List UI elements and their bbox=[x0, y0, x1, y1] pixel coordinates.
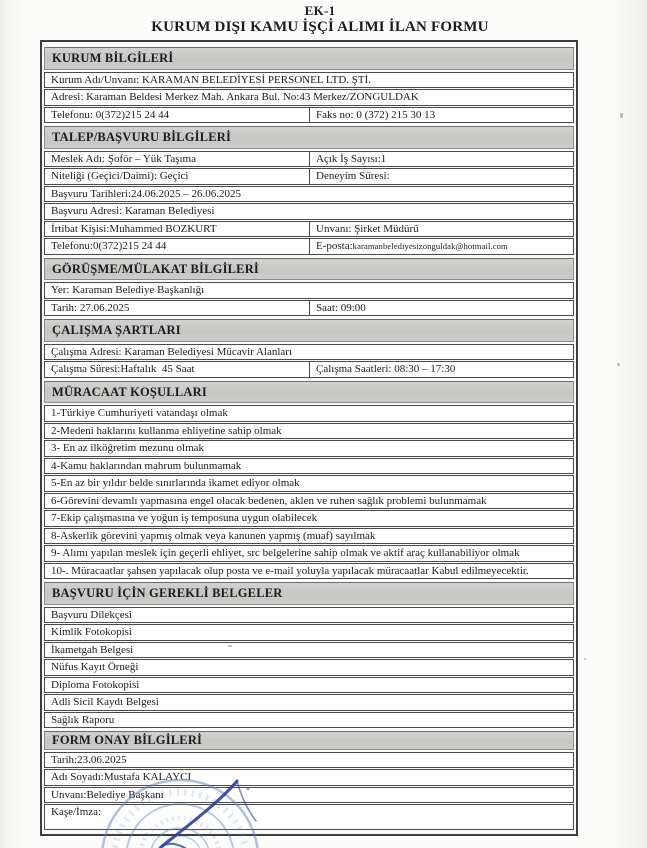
document-item-3: İkametgah Belgesi bbox=[44, 642, 574, 659]
section-header-gorusme-mulakat: GÖRÜŞME/MÜLAKAT BİLGİLERİ bbox=[44, 258, 574, 281]
ilan-form-table bbox=[40, 40, 578, 836]
section-header-kurum-bilgileri: KURUM BİLGİLERİ bbox=[44, 47, 574, 70]
document-item-7: Sağlık Raporu bbox=[44, 712, 574, 729]
field-onay-tarih: Tarih:23.06.2025 bbox=[44, 752, 574, 769]
scan-speck bbox=[584, 658, 586, 660]
field-niteligi: Niteliği (Geçici/Daimi): Geçici bbox=[51, 170, 189, 182]
section-header-muracaat-kosullari: MÜRACAAT KOŞULLARI bbox=[44, 381, 574, 404]
row-sure-saatler bbox=[44, 361, 574, 378]
document-item-5: Diploma Fotokopisi bbox=[44, 677, 574, 694]
field-irtibat-unvani: Unvanı: Şirket Müdürü bbox=[309, 222, 573, 237]
condition-item-1: 1-Türkiye Cumhuriyeti vatandaşı olmak bbox=[44, 405, 574, 422]
field-calisma-suresi: Çalışma Süresi:Haftalık 45 Saat bbox=[51, 363, 195, 375]
field-onay-ad-soyad: Adı Soyadı:Mustafa KALAYCI bbox=[44, 769, 574, 786]
condition-item-7: 7-Ekip çalışmasına ve yoğun iş temposuna uygun olabilecek bbox=[44, 510, 574, 527]
condition-item-9: 9- Alımı yapılan meslek için geçerli ehliyet, src belgelerine sahip olmak ve aktif araç kullanabiliyor olmak bbox=[44, 545, 574, 562]
field-talep-telefon: Telefonu:0(372)215 24 44 bbox=[51, 240, 167, 252]
page-title: KURUM DIŞI KAMU İŞÇİ ALIMI İLAN FORMU bbox=[151, 19, 489, 35]
annex-label: EK-1 bbox=[304, 3, 336, 18]
row-tarih-saat bbox=[44, 300, 574, 317]
field-calisma-adresi: Çalışma Adresi: Karaman Belediyesi Mücavir Alanları bbox=[44, 344, 574, 361]
document-item-4: Nüfus Kayıt Örneği bbox=[44, 659, 574, 676]
document-item-2: Kimlik Fotokopisi bbox=[44, 624, 574, 641]
page-header bbox=[0, 0, 640, 36]
field-onay-unvan: Unvanı:Belediye Başkanı bbox=[44, 787, 574, 804]
field-calisma-saatleri: Çalışma Saatleri: 08:30 – 17:30 bbox=[309, 362, 573, 377]
field-gorusme-saat: Saat: 09:00 bbox=[309, 301, 573, 316]
condition-item-5: 5-En az bir yıldır belde sınırlarında ikamet ediyor olmak bbox=[44, 475, 574, 492]
field-gorusme-yer: Yer: Karaman Belediye Başkanlığı bbox=[44, 282, 574, 299]
row-irtibat-unvan bbox=[44, 221, 574, 238]
field-eposta bbox=[309, 239, 573, 254]
field-gorusme-tarih: Tarih: 27.06.2025 bbox=[51, 301, 130, 314]
scan-speck bbox=[228, 645, 232, 647]
field-kase-imza: Kaşe/İmza: bbox=[44, 804, 574, 830]
condition-item-4: 4-Kamu haklarından mahrum bulunmamak bbox=[44, 458, 574, 475]
section-header-talep-basvuru: TALEP/BAŞVURU BİLGİLERİ bbox=[44, 126, 574, 149]
field-irtibat-kisisi: İrtibat Kişisi:Muhammed BOZKURT bbox=[51, 222, 217, 235]
field-basvuru-adresi: Başvuru Adresi: Karaman Belediyesi bbox=[44, 203, 574, 220]
field-kurum-adi: Kurum Adı/Unvanı: KARAMAN BELEDİYESİ PERSONEL LTD. ŞTİ. bbox=[44, 72, 574, 89]
scan-speck bbox=[620, 113, 623, 118]
row-nitelik-deneyim bbox=[44, 168, 574, 185]
field-meslek-adi: Meslek Adı: Şoför – Yük Taşıma bbox=[51, 152, 196, 165]
row-telefon-faks bbox=[44, 107, 574, 124]
document-item-1: Başvuru Dilekçesi bbox=[44, 607, 574, 624]
field-deneyim-suresi: Deneyim Süresi: bbox=[309, 169, 573, 184]
field-kurum-telefon: Telefonu: 0(372)215 24 44 bbox=[51, 108, 170, 121]
section-header-gerekli-belgeler: BAŞVURU İÇİN GEREKLİ BELGELER bbox=[44, 582, 574, 605]
condition-item-10: 10-. Müracaatlar şahsen yapılacak olup posta ve e-mail yoluyla yapılacak müracaatlar Kabul edilmeyecektir. bbox=[44, 563, 574, 580]
field-kurum-adres: Adresi: Karaman Beldesi Merkez Mah. Ankara Bul. No:43 Merkez/ZONGULDAK bbox=[44, 89, 574, 106]
scan-speck bbox=[617, 363, 620, 366]
field-basvuru-tarihleri: Başvuru Tarihleri:24.06.2025 – 26.06.2025 bbox=[44, 186, 574, 203]
section-header-calisma-sartlari: ÇALIŞMA ŞARTLARI bbox=[44, 319, 574, 342]
condition-item-3: 3- En az ilköğretim mezunu olmak bbox=[44, 440, 574, 457]
field-acik-is-sayisi: Açık İş Sayısı:1 bbox=[309, 152, 573, 167]
row-meslek-acikis bbox=[44, 151, 574, 168]
field-kurum-faks: Faks no: 0 (372) 215 30 13 bbox=[309, 108, 573, 123]
document-item-6: Adli Sicil Kaydı Belgesi bbox=[44, 694, 574, 711]
row-telefon-eposta bbox=[44, 238, 574, 255]
condition-item-8: 8-Askerlik görevini yapmış olmak veya kanunen yapmış (muaf) sayılmak bbox=[44, 528, 574, 545]
condition-item-6: 6-Görevini devamlı yapmasına engel olacak bedenen, aklen ve ruhen sağlık problemi bulunmamak bbox=[44, 493, 574, 510]
condition-item-2: 2-Medeni haklarını kullanma ehliyetine sahip olmak bbox=[44, 423, 574, 440]
section-header-form-onay: FORM ONAY BİLGİLERİ bbox=[44, 731, 574, 750]
eposta-value: karamanbelediyesizonguldak@hotmail.com bbox=[352, 241, 508, 251]
eposta-label: E-posta: bbox=[316, 240, 353, 252]
